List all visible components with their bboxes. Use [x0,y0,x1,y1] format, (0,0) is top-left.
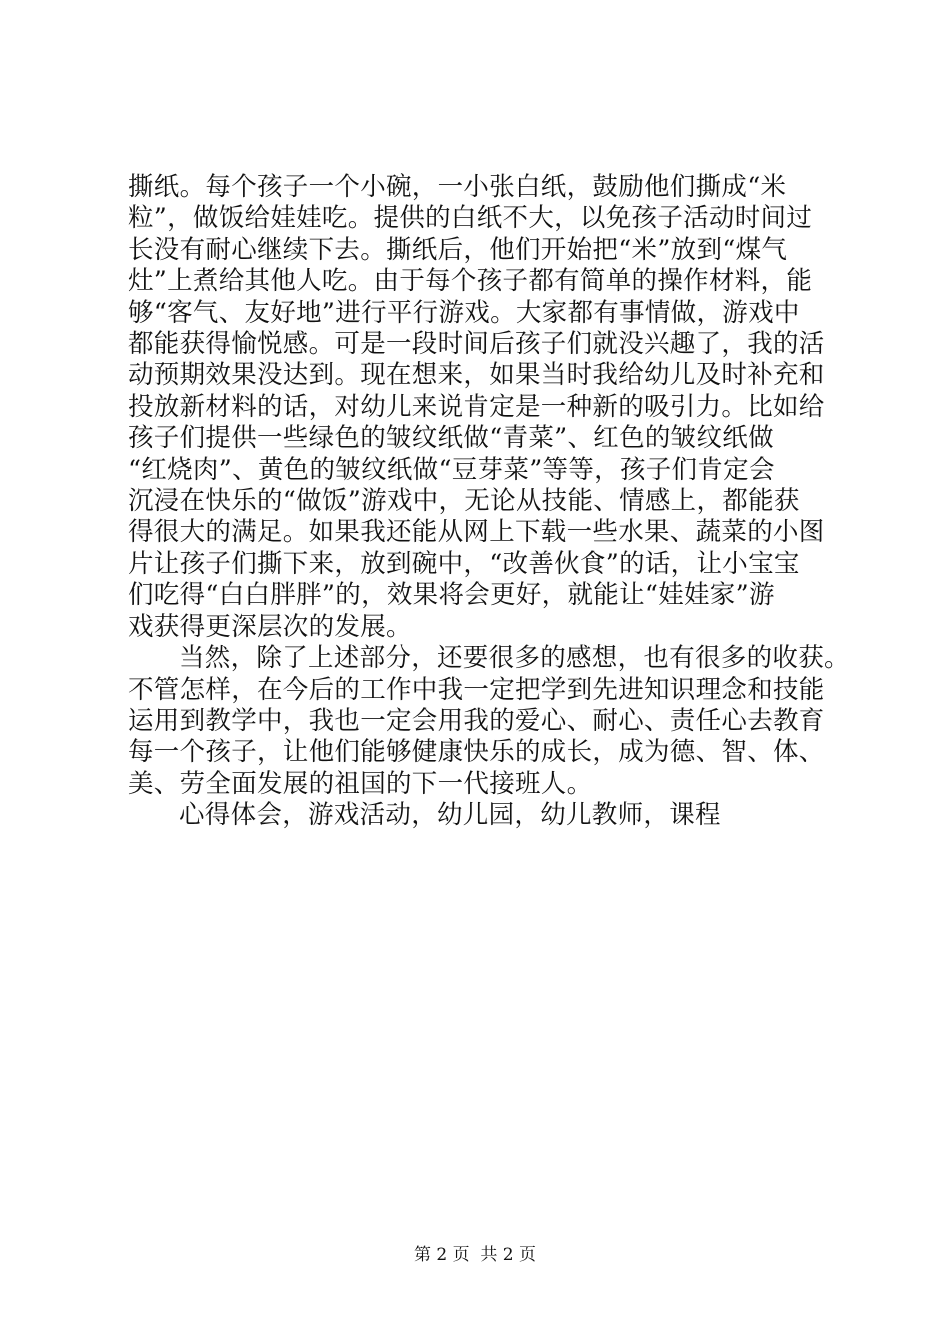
paragraph-2 [128,643,948,800]
text-line: 运用到教学中，我也一定会用我的爱心、耐心、责任心去教育 [128,705,825,736]
text-line: 戏获得更深层次的发展。 [128,611,412,642]
text-line: 孩子们提供一些绿色的皱纹纸做“青菜”、红色的皱纹纸做 [128,423,774,454]
page-number: 第 2 页 共 2 页 [413,1245,537,1265]
paragraph-1 [128,172,948,643]
keywords-paragraph [128,800,948,831]
text-line: 不管怎样，在今后的工作中我一定把学到先进知识理念和技能 [128,674,825,705]
text-line: 当然，除了上述部分，还要很多的感想，也有很多的收获。 [179,643,850,674]
text-line: 美、劳全面发展的祖国的下一代接班人。 [128,768,593,799]
text-line: 片让孩子们撕下来，放到碗中，“改善伙食”的话，让小宝宝 [128,548,800,579]
keywords-line: 心得体会，游戏活动，幼儿园，幼儿教师，课程 [179,800,721,831]
text-line: 粒”，做饭给娃娃吃。提供的白纸不大，以免孩子活动时间过 [128,203,813,234]
text-line: 投放新材料的话，对幼儿来说肯定是一种新的吸引力。比如给 [128,391,825,422]
text-line: 长没有耐心继续下去。撕纸后，他们开始把“米”放到“煤气 [128,234,788,265]
text-line: 够“客气、友好地”进行平行游戏。大家都有事情做，游戏中 [128,297,800,328]
text-line: 动预期效果没达到。现在想来，如果当时我给幼儿及时补充和 [128,360,825,391]
text-line: 得很大的满足。如果我还能从网上下载一些水果、蔬菜的小图 [128,517,825,548]
text-line: 都能获得愉悦感。可是一段时间后孩子们就没兴趣了，我的活 [128,329,825,360]
document-body [128,172,948,832]
text-line: 沉浸在快乐的“做饭”游戏中，无论从技能、情感上，都能获 [128,486,800,517]
text-line: 灶”上煮给其他人吃。由于每个孩子都有简单的操作材料，能 [128,266,813,297]
text-line: 撕纸。每个孩子一个小碗，一小张白纸，鼓励他们撕成“米 [128,172,787,202]
text-line: 们吃得“白白胖胖”的，效果将会更好，就能让“娃娃家”游 [128,580,775,611]
page-footer [0,1245,950,1265]
text-line: “红烧肉”、黄色的皱纹纸做“豆芽菜”等等，孩子们肯定会 [128,454,775,485]
text-line: 每一个孩子，让他们能够健康快乐的成长，成为德、智、体、 [128,737,825,768]
